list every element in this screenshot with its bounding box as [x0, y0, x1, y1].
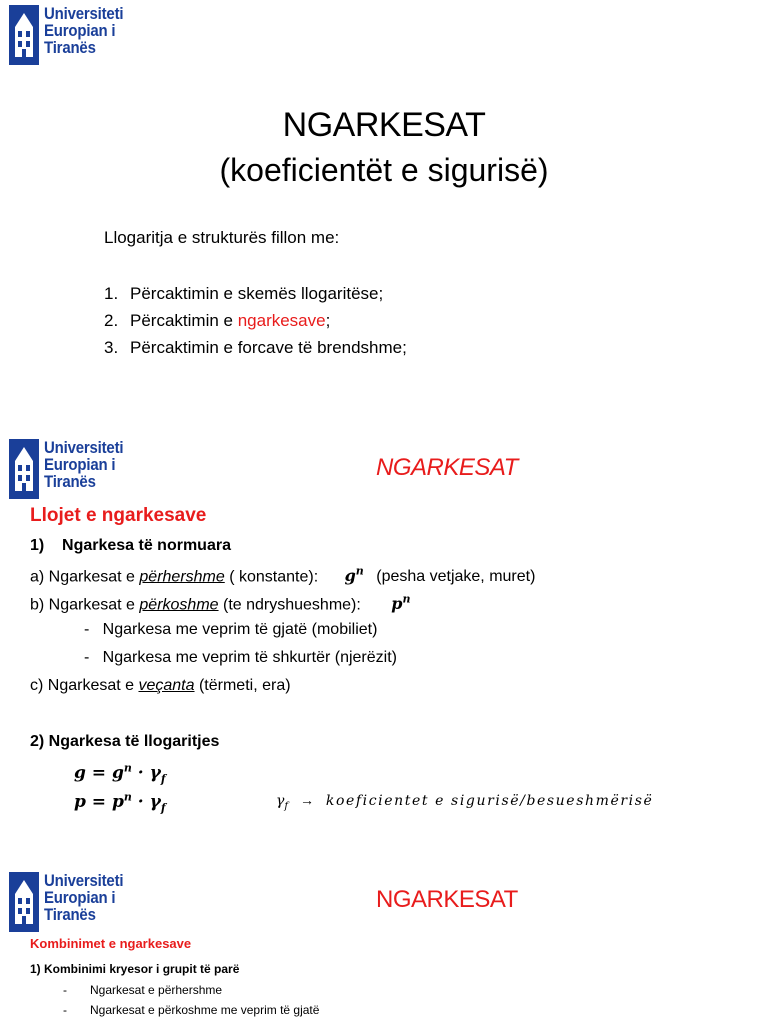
section-heading: 1) Kombinimi kryesor i grupit të parë — [30, 962, 240, 976]
equation-g: $g = g^n \cdot \gamma_f$ — [74, 761, 166, 786]
university-crest-icon — [9, 439, 39, 499]
intro-text: Llogaritja e strukturës fillon me: — [104, 228, 340, 247]
item-c: c) Ngarkesat e veçanta (tërmeti, era) — [30, 677, 291, 694]
list-item: - Ngarkesat e përkoshme me veprim të gjatë — [63, 1003, 320, 1017]
item-a: a) Ngarkesat e përhershme ( konstante): $g^n$ (pesha vetjake, muret) — [30, 565, 536, 586]
steps-list — [104, 280, 407, 361]
list-item: 2. Përcaktimin e ngarkesave; — [104, 311, 331, 330]
slide-heading: NGARKESAT — [376, 886, 518, 913]
section-subheading: Llojet e ngarkesave — [30, 505, 207, 526]
university-crest-icon — [9, 5, 39, 65]
coefficient-definition: $\gamma_f$ → koeficientet e sigurisë/besueshmërisë — [276, 792, 654, 812]
slide-3 — [0, 850, 768, 1024]
item-b: b) Ngarkesat e përkoshme (te ndryshueshme): $p^n$ — [30, 593, 411, 614]
symbol-gn: $g^n$ — [344, 565, 364, 586]
highlight-term: ngarkesave — [237, 311, 326, 330]
university-logo — [9, 439, 134, 499]
list-item: - Ngarkesat e përhershme — [63, 983, 223, 997]
slide-1 — [0, 0, 768, 412]
section-heading: 1) Ngarkesa të normuara — [30, 537, 231, 554]
list-item: 3. Përcaktimin e forcave të brendshme; — [104, 338, 407, 357]
list-item: 1. Përcaktimin e skemës llogaritëse; — [104, 284, 384, 303]
logo-text: Universiteti Europian i Tiranës — [44, 438, 124, 491]
slide-2 — [0, 412, 768, 850]
list-item: - Ngarkesa me veprim të shkurtër (njerëzit) — [84, 649, 397, 666]
university-logo — [9, 5, 134, 65]
slide-subtitle: (koeficientët e sigurisë) — [219, 152, 549, 188]
symbol-pn: $p^n$ — [391, 593, 411, 614]
logo-text: Universiteti Europian i Tiranës — [44, 4, 124, 57]
section-subheading: Kombinimet e ngarkesave — [30, 936, 192, 951]
university-crest-icon — [9, 872, 39, 932]
list-item: - Ngarkesa me veprim të gjatë (mobiliet) — [84, 621, 378, 638]
slide-title: NGARKESAT — [282, 106, 486, 144]
section-heading: 2) Ngarkesa të llogaritjes — [30, 733, 220, 750]
equation-p: $p = p^n \cdot \gamma_f$ — [74, 790, 166, 815]
slide-heading: NGARKESAT — [376, 454, 518, 481]
university-logo — [9, 872, 134, 932]
logo-text: Universiteti Europian i Tiranës — [44, 871, 124, 924]
